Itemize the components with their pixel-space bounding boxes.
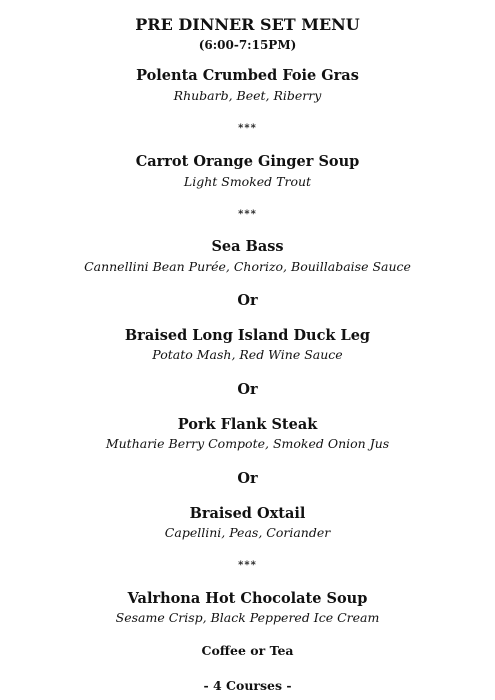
main-option-4-description: Capellini, Peas, Coriander <box>164 525 331 540</box>
or-divider-3: Or <box>237 470 258 487</box>
course-separator-3: *** <box>238 560 257 571</box>
main-option-3-description: Mutharie Berry Compote, Smoked Onion Jus <box>105 436 390 451</box>
beverage-line: Coffee or Tea <box>201 643 294 658</box>
dessert-name: Valrhona Hot Chocolate Soup <box>127 590 368 607</box>
menu-title: PRE DINNER SET MENU <box>135 15 360 34</box>
course-separator-1: *** <box>238 123 257 134</box>
course-1-name: Polenta Crumbed Foie Gras <box>136 67 359 84</box>
main-option-2-description: Potato Mash, Red Wine Sauce <box>152 347 343 362</box>
main-option-2-name: Braised Long Island Duck Leg <box>124 327 371 344</box>
main-option-4-name: Braised Oxtail <box>189 505 306 522</box>
course-count-footer: - 4 Courses - <box>203 678 292 693</box>
dessert-description: Sesame Crisp, Black Peppered Ice Cream <box>115 610 380 625</box>
service-time: (6:00-7:15PM) <box>198 38 297 52</box>
main-option-3-name: Pork Flank Steak <box>177 416 318 433</box>
or-divider-2: Or <box>237 381 258 398</box>
course-1-description: Rhubarb, Beet, Riberry <box>173 88 322 103</box>
main-option-1-description: Cannellini Bean Purée, Chorizo, Bouillabaise Sauce <box>84 259 411 274</box>
course-2-description: Light Smoked Trout <box>183 174 312 189</box>
or-divider-1: Or <box>237 292 258 309</box>
course-2-name: Carrot Orange Ginger Soup <box>135 153 360 170</box>
main-option-1-name: Sea Bass <box>211 238 284 255</box>
course-separator-2: *** <box>238 209 257 220</box>
